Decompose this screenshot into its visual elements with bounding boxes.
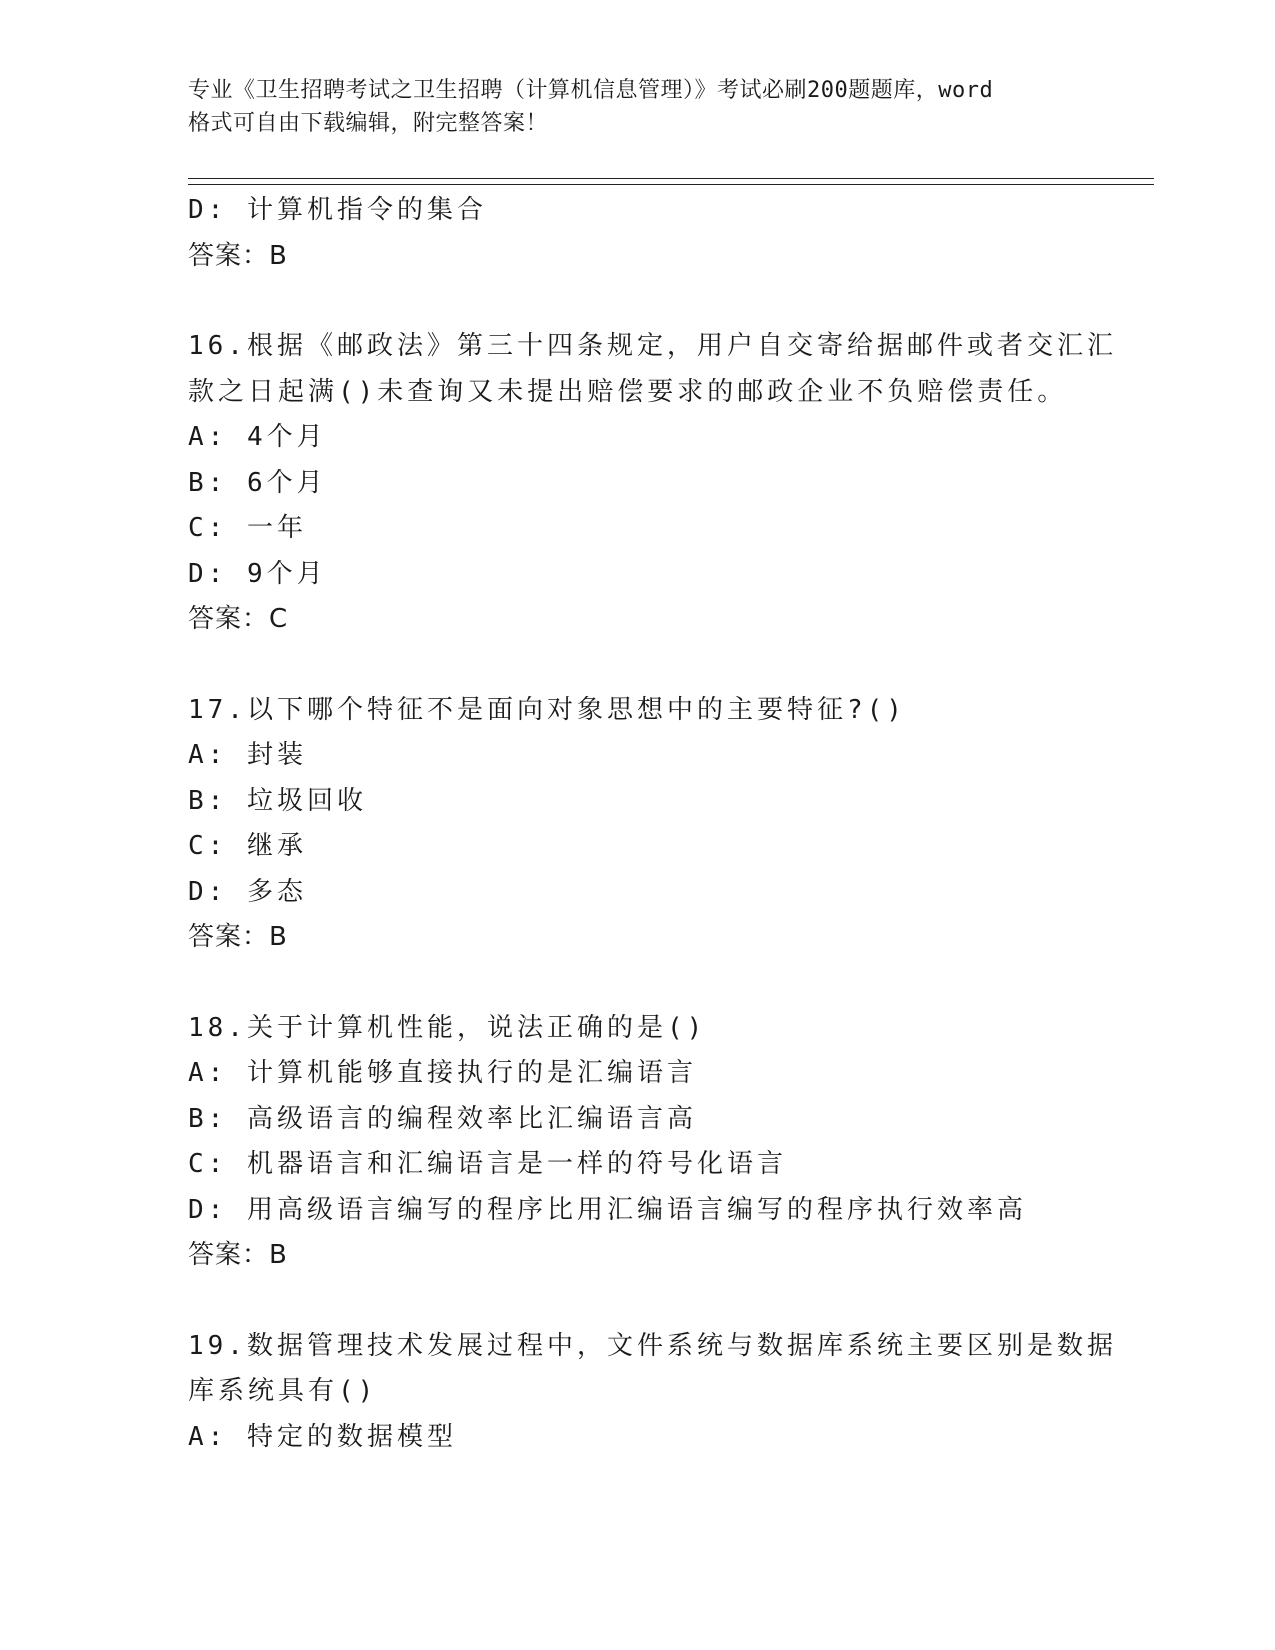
question-stem: 16.根据《邮政法》第三十四条规定，用户自交寄给据邮件或者交汇汇 [188, 331, 1117, 361]
option-d: D: 多态 [188, 876, 307, 907]
question-stem: 18.关于计算机性能，说法正确的是() [188, 1012, 707, 1043]
question-stem-continued: 库系统具有() [188, 1376, 378, 1406]
option-a: A: 计算机能够直接执行的是汇编语言 [188, 1058, 697, 1088]
header-divider-top [188, 178, 1154, 179]
answer: 答案：C [188, 604, 289, 634]
question-18 [188, 1006, 1088, 1279]
option-d: D: 用高级语言编写的程序比用汇编语言编写的程序执行效率高 [188, 1194, 1027, 1225]
question-list [188, 188, 1117, 1460]
header-line-2: 格式可自由下载编辑，附完整答案！ [188, 111, 549, 136]
option-c: C: 一年 [188, 513, 307, 543]
answer: 答案：B [188, 922, 288, 952]
header-divider-bottom [188, 184, 1154, 185]
option-a: A: 4个月 [188, 422, 327, 452]
question-stem-continued: 款之日起满()未查询又未提出赔偿要求的邮政企业不负赔偿责任。 [188, 376, 1068, 407]
option-a: A: 封装 [188, 740, 307, 770]
answer: 答案：B [188, 240, 288, 271]
option-b: B: 高级语言的编程效率比汇编语言高 [188, 1103, 697, 1134]
question-16 [188, 324, 1117, 643]
option-d: D: 9个月 [188, 558, 327, 589]
question-17 [188, 688, 1088, 961]
document-header [188, 74, 1088, 140]
header-line-1: 专业《卫生招聘考试之卫生招聘（计算机信息管理）》考试必刷200题题库，word [188, 78, 994, 103]
option-d: D: 计算机指令的集合 [188, 195, 487, 225]
question-19 [188, 1324, 1117, 1461]
option-c: C: 机器语言和汇编语言是一样的符号化语言 [188, 1149, 787, 1179]
option-a: A: 特定的数据模型 [188, 1421, 457, 1452]
question-15-tail [188, 188, 1088, 279]
answer: 答案：B [188, 1240, 288, 1270]
option-c: C: 继承 [188, 831, 307, 861]
question-stem: 19.数据管理技术发展过程中，文件系统与数据库系统主要区别是数据 [188, 1330, 1117, 1361]
option-b: B: 6个月 [188, 467, 327, 498]
option-b: B: 垃圾回收 [188, 785, 367, 816]
question-stem: 17.以下哪个特征不是面向对象思想中的主要特征?() [188, 694, 906, 725]
